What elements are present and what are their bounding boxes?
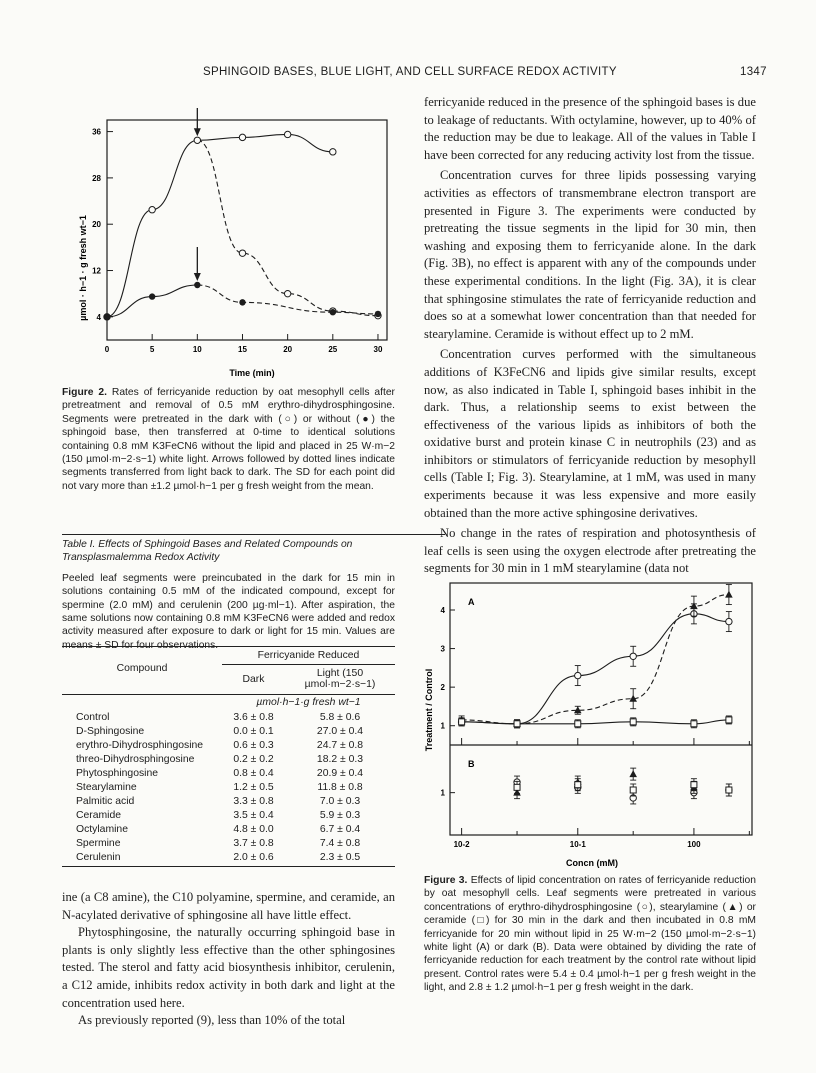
right-paragraph: Concentration curves performed with the simultaneous additions of K3FeCN6 and lipids give similar results, except now, as also indicated in Table I, sphingoid bases inhibit in the dark. Thus, a relationship seems to exist between the effectiveness of the various lipids as inhibitors of both the oxidative burst and protein kinase C in neutrophils (23) and as inhibitors or stimulators of ferricyanide reduction by mesophyll cells (Table I; Fig. 3). Stearylamine, at 1 mM, was used in many experiments because it was less expensive and more easily obtained than the more active sphingosine derivatives. (424, 347, 756, 520)
figure3-panel-a-label: A (468, 597, 475, 607)
x-tick-label: 15 (238, 345, 247, 354)
table-cell-light: 2.3 ± 0.5 (319, 851, 361, 863)
table-row (62, 780, 395, 794)
table1-col-dark: Dark (242, 673, 265, 685)
arrow-head (194, 128, 201, 136)
data-point (691, 782, 697, 788)
table-cell-light: 7.4 ± 0.8 (319, 837, 361, 849)
data-point (726, 787, 732, 793)
table1-title: Table I. Effects of Sphingoid Bases and Related Compounds on Transplasmalemma Redox Activity (62, 539, 353, 564)
table-row (62, 822, 395, 836)
table1-table (62, 647, 395, 864)
table-cell-dark: 3.5 ± 0.4 (233, 809, 274, 821)
data-point (284, 290, 290, 296)
x-tick-label: 20 (283, 345, 293, 354)
table-cell-compound: threo-Dihydrosphingosine (76, 753, 195, 765)
table-cell-dark: 4.8 ± 0.0 (233, 823, 274, 835)
y-tick-label: 2 (440, 683, 445, 693)
data-point (630, 787, 636, 793)
data-point (629, 770, 637, 777)
y-tick-label: 1 (440, 788, 445, 798)
right-paragraph: No change in the rates of respiration and photosynthesis of leaf cells is seen using the oxygen electrode after pretreating the segments for 30 min in 1 mM stearylamine (data not (424, 526, 756, 576)
data-point (239, 250, 245, 256)
table-cell-dark: 0.0 ± 0.1 (233, 725, 274, 737)
table-cell-compound: Spermine (76, 837, 121, 849)
table-cell-dark: 3.6 ± 0.8 (233, 711, 274, 723)
data-point (239, 299, 245, 305)
x-tick-label: 30 (373, 345, 383, 354)
table1-top-rule (62, 534, 445, 535)
table-row (62, 808, 395, 822)
table-row (62, 766, 395, 780)
table-row (62, 710, 395, 724)
data-point (284, 131, 290, 137)
x-tick-label: 10-2 (453, 840, 470, 849)
table-cell-dark: 0.2 ± 0.2 (233, 753, 274, 765)
table1-col-group: Ferricyanide Reduced (222, 647, 395, 665)
table-cell-compound: erythro-Dihydrosphingosine (76, 739, 204, 751)
table-cell-dark: 2.0 ± 0.6 (233, 851, 274, 863)
table-cell-compound: Phytosphingosine (76, 767, 159, 779)
table-cell-light: 7.0 ± 0.3 (319, 795, 361, 807)
table-cell-dark: 0.6 ± 0.3 (233, 739, 274, 751)
figure3-caption-text: Effects of lipid concentration on rates of ferricyanide reduction by oat mesophyll cells. Leaf segments were pretreated in various concentrations of erythro-dihydrosphingosine (○), stearylamine (▲) or ceramide (□) for 30 min in the dark and then incubated in 0.8 mM ferricyanide for 20 min without lipid in 25 W·m−2 (150 µmol·m−2·s−1) white light (A) or dark (B). Data were obtained by dividing the rate of ferricyanide reduction for each treatment by the control rate without lipid present. Control rates were 5.4 ± 0.4 µmol·h−1 per g fresh weight in the light, and 2.8 ± 1.2 µmol·h−1 per g fresh weight in the dark. (424, 875, 756, 994)
data-point (149, 293, 155, 299)
table-cell-dark: 1.2 ± 0.5 (233, 781, 274, 793)
data-point (104, 314, 110, 320)
data-point (690, 602, 698, 609)
data-point (575, 782, 581, 788)
table-cell-light: 11.8 ± 0.8 (317, 781, 363, 793)
table-cell-dark: 0.8 ± 0.4 (233, 767, 274, 779)
data-point (575, 672, 581, 678)
right-paragraph: Concentration curves for three lipids possessing varying activities as effectors of transmembrane electron transport are presented in Figure 3. The experiments were conducted by pretreating the tissue segments in the lipid for 30 min, then washing and exposing them to ferricyanide alone. In the dark (Fig. 3B), no effect is apparent with any of the compounds under these experimental conditions. In the light (Fig. 3A), it is clear that sphingosine stimulates the rate of ferricyanide reduction and does so at a somewhat lower concentration than that needed for stearylamine. Ceramide is without effect up to 2 mM. (424, 168, 756, 341)
figure3-caption (424, 874, 756, 995)
figure2-chart (62, 108, 392, 380)
x-tick-label: 10 (192, 345, 202, 354)
series-line (107, 134, 333, 316)
series-line (197, 140, 378, 315)
table-row (62, 724, 395, 738)
data-point (691, 721, 697, 727)
y-tick-label: 20 (92, 220, 101, 230)
table-cell-light: 5.9 ± 0.3 (319, 809, 361, 821)
series-line (197, 285, 378, 314)
data-point (514, 784, 520, 790)
left-paragraph: As previously reported (9), less than 10% of the total (78, 1013, 346, 1028)
table-cell-dark: 3.3 ± 0.8 (233, 795, 274, 807)
data-point (459, 719, 465, 725)
figure3-caption-label: Figure 3. (424, 875, 468, 886)
x-tick-label: 10-1 (569, 840, 586, 849)
data-point (375, 311, 381, 317)
running-title: SPHINGOID BASES, BLUE LIGHT, AND CELL SURFACE REDOX ACTIVITY (203, 66, 617, 78)
figure3-panel-b-label: B (468, 759, 475, 769)
table-row (62, 752, 395, 766)
table1-grid (62, 646, 395, 867)
table-cell-dark: 3.7 ± 0.8 (233, 837, 274, 849)
y-tick-label: 3 (440, 644, 445, 654)
data-point (194, 282, 200, 288)
data-point (630, 719, 636, 725)
figure3-ylabel: Treatment / Control (424, 668, 434, 752)
right-column-text (424, 94, 756, 578)
data-point (149, 207, 155, 213)
data-point (726, 717, 732, 723)
data-point (725, 591, 733, 598)
right-paragraph: ferricyanide reduced in the presence of the sphingoid bases is due to leakage of reductants. With octylamine, however, up to 40% of the reduction may be due to leakage. All of the values in Table I have been corrected for any reducing activity lost from the tissue. (424, 95, 756, 162)
data-point (330, 309, 336, 315)
figure3-xlabel: Concn (mM) (566, 858, 618, 868)
y-tick-label: 12 (92, 266, 101, 276)
figure2-xlabel: Time (min) (229, 368, 275, 378)
table-cell-light: 20.9 ± 0.4 (316, 767, 364, 779)
table-cell-light: 27.0 ± 0.4 (316, 725, 364, 737)
table1-col-compound: Compound (116, 663, 168, 674)
table1-note: Peeled leaf segments were preincubated in the dark for 15 min in solutions containing 0.5 mM of the indicated compound, except for spermine (2.0 mM) and cerulenin (200 µg·ml−1). After aspiration, the same solutions now containing 0.8 mM K3FeCN6 were added and redox activity measured after exposure to dark or light for 15 min. Values are means ± SD for four observations. (62, 572, 395, 651)
data-point (239, 134, 245, 140)
y-tick-label: 36 (92, 127, 101, 137)
x-tick-label: 25 (328, 345, 338, 354)
left-paragraph: ine (a C8 amine), the C10 polyamine, spermine, and ceramide, an N-acylated derivative of sphingosine all have little effect. (62, 890, 395, 922)
data-point (194, 137, 200, 143)
x-tick-label: 100 (687, 840, 701, 849)
plot-frame (107, 120, 387, 340)
table1-col-light: Light (150 µmol·m−2·s−1) (304, 668, 376, 690)
y-tick-label: 4 (96, 312, 101, 322)
table-cell-light: 5.8 ± 0.6 (319, 711, 361, 723)
table-cell-light: 6.7 ± 0.4 (319, 823, 361, 835)
data-point (575, 721, 581, 727)
left-paragraph: Phytosphingosine, the naturally occurring sphingoid base in plants is only slightly less effective than the other sphingosines tested. The sterol and fatty acid biosynthesis inhibitor, cerulenin, a C12 amide, inhibits redox activity in both dark and light at the concentration used here. (62, 925, 395, 1010)
y-tick-label: 28 (92, 173, 101, 183)
table-cell-compound: D-Sphingosine (76, 725, 145, 737)
figure3-chart (420, 575, 765, 870)
table-cell-compound: Control (76, 711, 110, 723)
table-cell-compound: Palmitic acid (76, 795, 135, 807)
series-line (462, 720, 729, 724)
figure2-ylabel: µmol · h−1 · g fresh wt−1 (78, 215, 88, 321)
arrow-head (194, 273, 201, 281)
table-cell-light: 18.2 ± 0.3 (316, 753, 364, 765)
table-row (62, 794, 395, 808)
table-cell-compound: Octylamine (76, 823, 128, 835)
table-cell-compound: Stearylamine (76, 781, 137, 793)
table-cell-light: 24.7 ± 0.8 (316, 739, 364, 751)
series-line (462, 614, 729, 724)
table-row (62, 738, 395, 752)
data-point (330, 149, 336, 155)
table-cell-compound: Cerulenin (76, 851, 121, 863)
figure2-caption-label: Figure 2. (62, 387, 107, 398)
y-tick-label: 4 (440, 606, 445, 615)
figure2-caption-text: Rates of ferricyanide reduction by oat mesophyll cells after pretreatment and removal of 0.5 mM erythro-dihydrosphingosine. Segments were pretreated in the dark with (○) or without (●) the sphingoid base, then transferred at 0-time to identical solutions containing 0.8 mM K3FeCN6 without the lipid and placed in 25 W·m−2 (150 µmol·m−2·s−1) white light. Arrows followed by dotted lines indicate segments transferred from light back to dark. The SD for each point did not vary more than ±1.2 µmol·h−1 per g fresh weight from the mean. (62, 387, 395, 492)
x-tick-label: 0 (104, 345, 110, 354)
y-tick-label: 1 (440, 721, 445, 731)
table1 (62, 534, 397, 652)
data-point (630, 653, 636, 659)
figure2-caption (62, 386, 395, 493)
data-point (514, 721, 520, 727)
table-row (62, 850, 395, 864)
table-row (62, 836, 395, 850)
page-number: 1347 (740, 66, 767, 78)
plot-frame (450, 583, 752, 835)
data-point (726, 618, 732, 624)
table1-units: µmol·h−1·g fresh wt−1 (256, 697, 361, 708)
x-tick-label: 5 (149, 345, 155, 354)
table-cell-compound: Ceramide (76, 809, 122, 821)
left-column-text (62, 889, 395, 1030)
